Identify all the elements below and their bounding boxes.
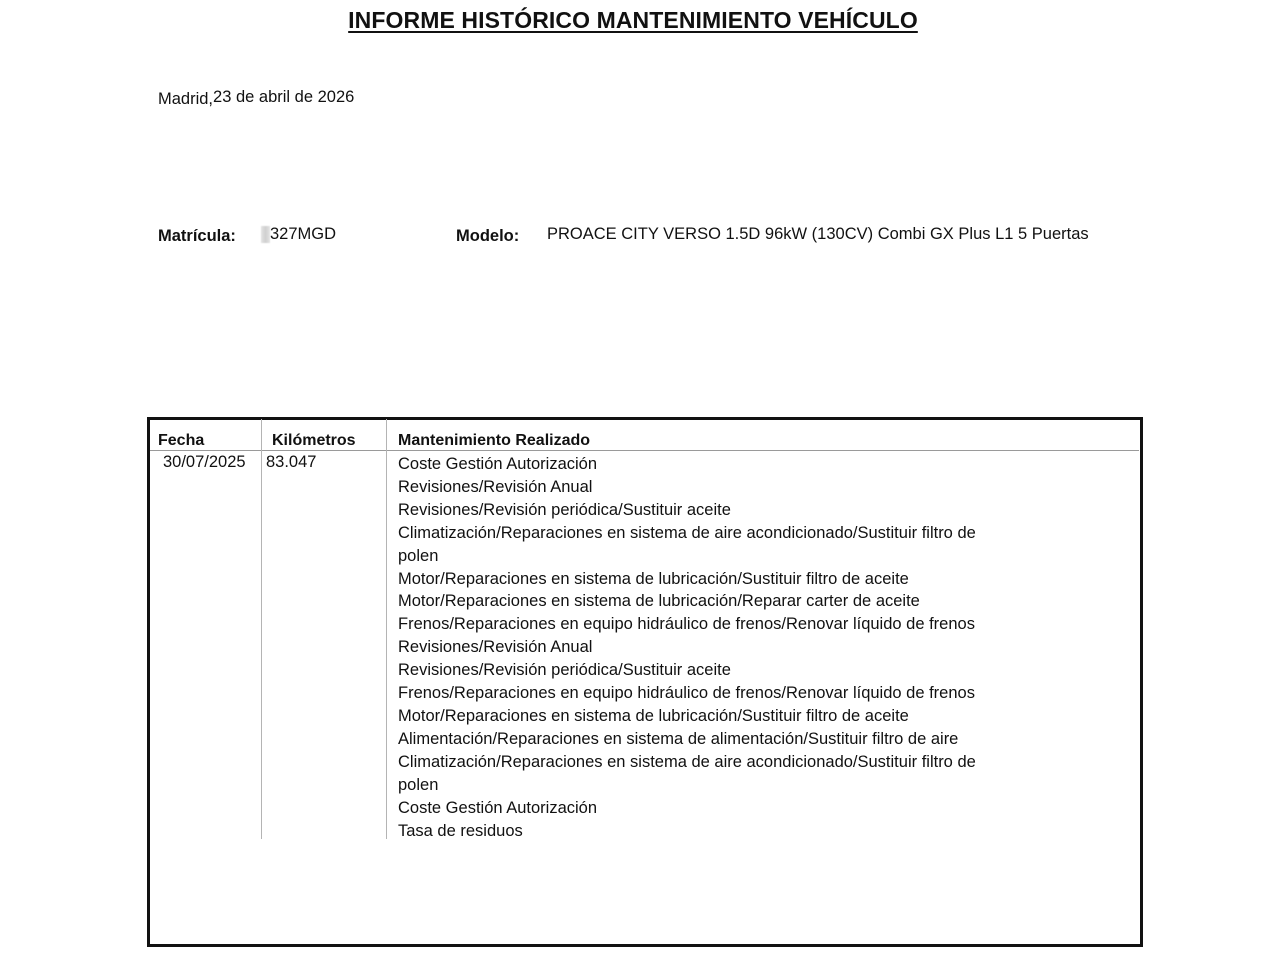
list-item: Climatización/Reparaciones en sistema de aire acondicionado/Sustituir filtro de polen (398, 752, 976, 794)
report-place-date (158, 88, 354, 107)
list-item: Motor/Reparaciones en sistema de lubricación/Sustituir filtro de aceite (398, 569, 909, 588)
list-item: Climatización/Reparaciones en sistema de aire acondicionado/Sustituir filtro de polen (398, 523, 976, 565)
plate-label: Matrícula: (158, 227, 236, 245)
report-date: 23 de abril de 2026 (213, 88, 355, 106)
report-title: INFORME HISTÓRICO MANTENIMIENTO VEHÍCULO (348, 7, 918, 33)
header-date: Fecha (158, 432, 205, 449)
header-km: Kilómetros (272, 432, 356, 449)
list-item: Revisiones/Revisión periódica/Sustituir aceite (398, 661, 731, 680)
list-item: Revisiones/Revisión Anual (398, 638, 593, 657)
list-item: Tasa de residuos (398, 821, 523, 840)
list-item: Frenos/Reparaciones en equipo hidráulico de frenos/Renovar líquido de frenos (398, 615, 975, 634)
list-item: Frenos/Reparaciones en equipo hidráulico de frenos/Renovar líquido de frenos (398, 684, 975, 703)
list-item: Revisiones/Revisión periódica/Sustituir aceite (398, 500, 731, 519)
report-place: Madrid, (158, 90, 214, 108)
row-date: 30/07/2025 (163, 453, 246, 471)
list-item: Coste Gestión Autorización (398, 798, 598, 817)
plate-value: 327MGD (270, 225, 337, 243)
row-km: 83.047 (266, 453, 317, 471)
list-item: Motor/Reparaciones en sistema de lubricación/Reparar carter de aceite (398, 592, 920, 611)
list-item: Motor/Reparaciones en sistema de lubricación/Sustituir filtro de aceite (398, 706, 909, 725)
column-divider-km (386, 419, 387, 839)
list-item: Alimentación/Reparaciones en sistema de alimentación/Sustituir filtro de aire (398, 729, 959, 748)
column-divider-date (261, 419, 262, 839)
header-divider (150, 450, 1139, 451)
list-item: Coste Gestión Autorización (398, 455, 598, 473)
maintenance-list (398, 453, 1008, 842)
plate-redaction (261, 226, 270, 243)
model-label: Modelo: (456, 227, 520, 245)
model-value: PROACE CITY VERSO 1.5D 96kW (130CV) Combi GX Plus L1 5 Puertas (547, 225, 1089, 243)
list-item: Revisiones/Revisión Anual (398, 477, 593, 496)
header-maintenance: Mantenimiento Realizado (398, 432, 591, 449)
